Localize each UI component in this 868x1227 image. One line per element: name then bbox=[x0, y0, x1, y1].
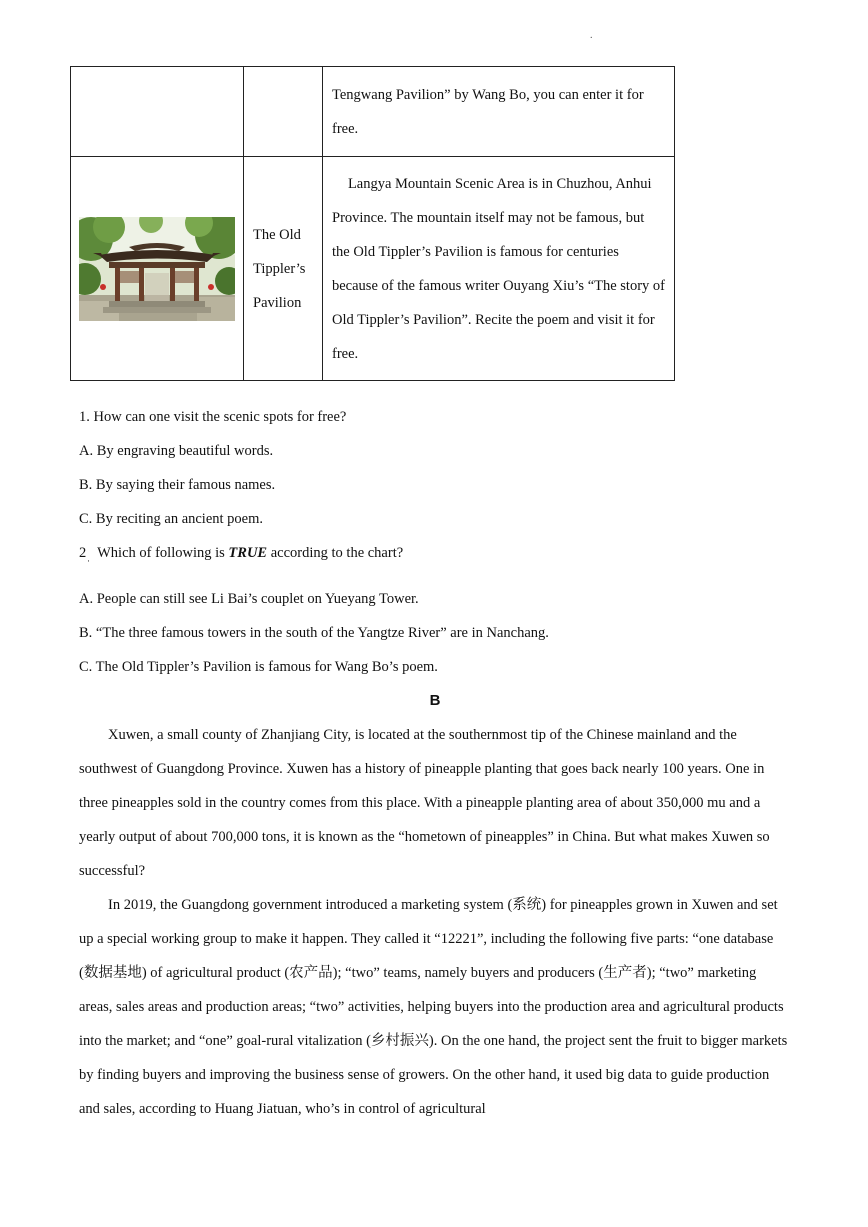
spacer bbox=[79, 570, 791, 582]
description-cell bbox=[323, 67, 675, 157]
question-2-option-a: A. People can still see Li Bai’s couplet on Yueyang Tower. bbox=[79, 591, 419, 607]
image-cell-empty bbox=[71, 67, 244, 157]
question-1-option-b: B. By saying their famous names. bbox=[79, 477, 276, 493]
scenic-spots-table bbox=[70, 66, 675, 381]
name-cell-empty bbox=[244, 67, 323, 157]
pavilion-photo-icon bbox=[79, 217, 235, 321]
passage-paragraph-1: Xuwen, a small county of Zhanjiang City, is located at the southernmost tip of the Chinese mainland and the southwest of Guangdong Province. Xuwen has a history of pineapple planting that goes back nearly 100 years. One in three pineapples sold in the country comes from this place. With a pineapple planting area of about 350,000 mu and a yearly output of about 700,000 tons, it is known as the “hometown of pineapples” in China. But what makes Xuwen so successful? bbox=[79, 727, 770, 879]
image-cell bbox=[71, 157, 244, 381]
question-2-stem bbox=[79, 536, 791, 570]
row1-description: Tengwang Pavilion” by Wang Bo, you can enter it for free. bbox=[332, 87, 644, 137]
table-row bbox=[71, 157, 675, 381]
question-1-option-c: C. By reciting an ancient poem. bbox=[79, 511, 264, 527]
page-dot: . bbox=[590, 30, 593, 41]
question-2-stem-after: according to the chart? bbox=[267, 545, 404, 561]
row2-description: Langya Mountain Scenic Area is in Chuzhou, Anhui Province. The mountain itself may not be famous, but the Old Tippler’s Pavilion is famous for centuries because of the famous writer Ouyang Xiu’s “The story of Old Tippler’s Pavilion”. Recite the poem and visit it for free. bbox=[332, 176, 665, 362]
name-cell bbox=[244, 157, 323, 381]
description-cell bbox=[323, 157, 675, 381]
question-2-option-b: B. “The three famous towers in the south of the Yangtze River” are in Nanchang. bbox=[79, 625, 549, 641]
question-2-option-c: C. The Old Tippler’s Pavilion is famous for Wang Bo’s poem. bbox=[79, 659, 438, 675]
question-2-tick: · bbox=[87, 556, 90, 566]
section-heading: B bbox=[429, 692, 441, 709]
spot-name: The Old Tippler’s Pavilion bbox=[253, 226, 306, 311]
passage-paragraph-2: In 2019, the Guangdong government introduced a marketing system (系统) for pineapples grown in Xuwen and set up a special working group to make it happen. They called it “12221”, including the following five parts: “one database (数据基地) of agricultural product (农产品); “two” teams, namely buyers and producers (生产者); “two” marketing areas, sales areas and production areas; “two” activities, helping buyers into the production area and agricultural products into the market; and “one” goal-rural vitalization (乡村振兴). On the one hand, the project sent the fruit to bigger markets by finding buyers and improving the business sense of growers. On the other hand, it used big data to guide production and sales, according to Huang Jiatuan, who’s in control of agricultural bbox=[79, 897, 788, 1117]
question-2-emphasis: TRUE bbox=[228, 545, 268, 561]
question-2-stem-before: Which of following is bbox=[97, 545, 229, 561]
question-2-number: 2 bbox=[79, 545, 87, 561]
question-1-option-a: A. By engraving beautiful words. bbox=[79, 443, 274, 459]
question-1-stem: 1. How can one visit the scenic spots for free? bbox=[79, 409, 347, 425]
questions-and-passage bbox=[79, 400, 791, 1126]
table-row bbox=[71, 67, 675, 157]
